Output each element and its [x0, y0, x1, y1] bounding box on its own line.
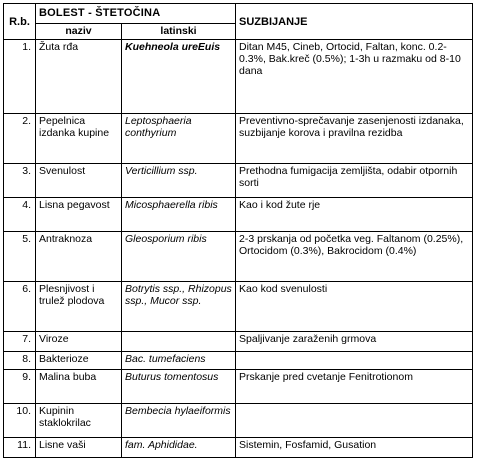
control-measure: Sistemin, Fosfamid, Gusation — [236, 438, 473, 458]
disease-pest-table — [3, 3, 473, 458]
header-naziv: naziv — [36, 24, 122, 40]
row-number: 7. — [4, 332, 36, 352]
control-measure: Preventivno-sprečavanje zasenjenosti izdanaka, suzbijanje korova i pravilna rezidba — [236, 114, 473, 164]
row-number: 8. — [4, 352, 36, 370]
row-number: 5. — [4, 232, 36, 282]
disease-name: Bakterioze — [36, 352, 122, 370]
disease-name: Lisna pegavost — [36, 198, 122, 232]
table-row — [4, 438, 473, 458]
table-row — [4, 40, 473, 114]
control-measure: 2-3 prskanja od početka veg. Faltanom (0.25%), Ortocidom (0.3%), Bakrocidom (0.4%) — [236, 232, 473, 282]
disease-name: Pepelnica izdanka kupine — [36, 114, 122, 164]
latin-name: Leptosphaeria conthyrium — [122, 114, 236, 164]
latin-name: Micosphaerella ribis — [122, 198, 236, 232]
header-bolest-stetocina: BOLEST - ŠTETOČINA — [36, 4, 236, 24]
row-number: 3. — [4, 164, 36, 198]
control-measure: Spaljivanje zaraženih grmova — [236, 332, 473, 352]
table-row — [4, 332, 473, 352]
disease-name: Kupinin staklokrilac — [36, 404, 122, 438]
latin-name: Bac. tumefaciens — [122, 352, 236, 370]
latin-name: fam. Aphididae. — [122, 438, 236, 458]
control-measure: Kao kod svenulosti — [236, 282, 473, 332]
control-measure: Prskanje pred cvetanje Fenitrotionom — [236, 370, 473, 404]
document — [3, 3, 473, 458]
row-number: 2. — [4, 114, 36, 164]
disease-name: Žuta rđa — [36, 40, 122, 114]
row-number: 10. — [4, 404, 36, 438]
table-row — [4, 114, 473, 164]
control-measure — [236, 404, 473, 438]
table-row — [4, 370, 473, 404]
disease-name: Antraknoza — [36, 232, 122, 282]
row-number: 4. — [4, 198, 36, 232]
row-number: 1. — [4, 40, 36, 114]
header-rb: R.b. — [4, 4, 36, 40]
latin-name: Buturus tomentosus — [122, 370, 236, 404]
table-row — [4, 352, 473, 370]
disease-name: Malina buba — [36, 370, 122, 404]
latin-name — [122, 332, 236, 352]
disease-name: Plesnjivost i trulež plodova — [36, 282, 122, 332]
latin-name: Bembecia hylaeiformis — [122, 404, 236, 438]
table-row — [4, 164, 473, 198]
disease-name: Lisne vaši — [36, 438, 122, 458]
latin-name: Botrytis ssp., Rhizopus ssp., Mucor ssp. — [122, 282, 236, 332]
control-measure — [236, 352, 473, 370]
disease-name: Svenulost — [36, 164, 122, 198]
table-row — [4, 282, 473, 332]
header-suzbijanje: SUZBIJANJE — [236, 4, 473, 40]
table-row — [4, 232, 473, 282]
disease-name: Viroze — [36, 332, 122, 352]
table-row — [4, 198, 473, 232]
control-measure: Prethodna fumigacija zemljišta, odabir otpornih sorti — [236, 164, 473, 198]
latin-name: Kuehneola ureEuis — [122, 40, 236, 114]
row-number: 11. — [4, 438, 36, 458]
row-number: 9. — [4, 370, 36, 404]
latin-name: Gleosporium ribis — [122, 232, 236, 282]
row-number: 6. — [4, 282, 36, 332]
latin-name: Verticillium ssp. — [122, 164, 236, 198]
control-measure: Kao i kod žute rje — [236, 198, 473, 232]
header-latinski: latinski — [122, 24, 236, 40]
control-measure: Ditan M45, Cineb, Ortocid, Faltan, konc. 0.2-0.3%, Bak.kreč (0.5%); 1-3h u razmaku od 8-10 dana — [236, 40, 473, 114]
table-row — [4, 404, 473, 438]
header-row-1 — [4, 4, 473, 24]
